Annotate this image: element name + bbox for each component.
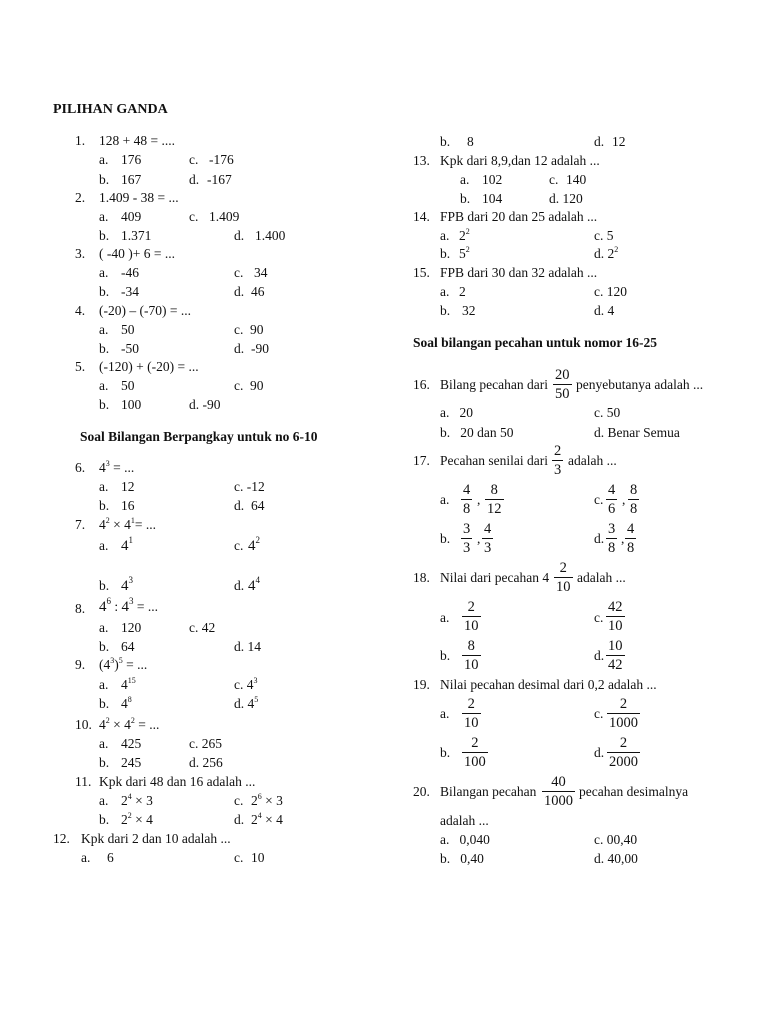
question-number: 12. (53, 831, 70, 846)
option-letter: b. (99, 397, 110, 412)
option-value: -90 (251, 341, 269, 356)
question-text: ( -40 )+ 6 = ... (99, 246, 175, 261)
option-value: -34 (121, 284, 139, 299)
question-text-post: penyebutanya adalah ... (576, 377, 704, 392)
question-text-post: adalah ... (577, 570, 626, 585)
question-text-post: adalah ... (568, 453, 617, 468)
option-letter: d. (594, 134, 605, 149)
option-d: d. 40,00 (594, 851, 638, 866)
option-letter: d. (234, 498, 245, 513)
option-letter: b. (99, 578, 110, 593)
option-letter: b. (440, 531, 451, 546)
comma: , (621, 531, 625, 546)
option-c: c. 50 (594, 405, 621, 420)
option-letter: a. (99, 793, 109, 808)
question-text-pre: Bilang pecahan dari (440, 377, 548, 392)
option-letter: b. (99, 696, 110, 711)
option-value: 104 (482, 191, 503, 206)
option-value: 64 (251, 498, 265, 513)
option-value: 34 (254, 265, 268, 280)
question-text: 128 + 48 = .... (99, 133, 175, 148)
question-number: 20. (413, 784, 430, 799)
option-letter: c. (594, 492, 604, 507)
option-value: 1.409 (209, 209, 240, 224)
option-letter: b. (99, 755, 110, 770)
option-value: d. 14 (234, 639, 261, 654)
question-number: 16. (413, 377, 430, 392)
fraction: $\frac{3}{8}$ (608, 521, 616, 556)
fraction: $\frac{40}{1000}$ (544, 774, 573, 809)
option-value: 8 (467, 134, 474, 149)
question-text: $4^2 \times 4^1=$ ... (99, 516, 156, 532)
option-letter: c. (234, 378, 244, 393)
option-value: -46 (121, 265, 139, 280)
question-number: 11. (75, 774, 92, 789)
option-letter: a. (99, 736, 109, 751)
option-letter: a. (460, 172, 470, 187)
question-text-pre: Pecahan senilai dari (440, 453, 548, 468)
question-number: 3. (75, 246, 86, 261)
question-text: $(4^3)^5$ = ... (99, 656, 148, 672)
option-value: -176 (209, 152, 234, 167)
option-value: $2^4 \times 4$ (251, 811, 283, 827)
question-text: FPB dari 20 dan 25 adalah ... (440, 209, 598, 224)
option-letter: a. (440, 610, 450, 625)
option-value: 32 (462, 303, 476, 318)
question-number: 19. (413, 677, 430, 692)
option-value: 245 (121, 755, 142, 770)
option-value: c. 42 (189, 620, 216, 635)
option-value: $2^4 \times 3$ (121, 792, 153, 808)
option-value: d. $4^5$ (234, 695, 259, 711)
option-value: d. $2^2$ (594, 245, 619, 261)
option-letter: b. (99, 498, 110, 513)
option-letter: a. (99, 265, 109, 280)
option-letter: a. (440, 706, 450, 721)
option-letter: b. (99, 341, 110, 356)
option-value: $4^1$ (121, 535, 133, 554)
option-letter: c. (549, 172, 559, 187)
option-value: 102 (482, 172, 503, 187)
option-b: b. 20 dan 50 (440, 425, 514, 440)
question-number: 15. (413, 265, 430, 280)
option-value: 46 (251, 284, 265, 299)
option-letter: a. (99, 620, 109, 635)
option-value: 100 (121, 397, 142, 412)
option-value: $2^6 \times 3$ (251, 792, 283, 808)
option-value: 1.371 (121, 228, 152, 243)
fraction: $\frac{2}{2000}$ (609, 735, 638, 770)
option-value: c. $4^3$ (234, 676, 258, 692)
option-value: 90 (250, 378, 264, 393)
question-text-post: pecahan desimalnya (579, 784, 689, 799)
question-text: 1.409 - 38 = ... (99, 190, 179, 205)
option-letter: d. (234, 284, 245, 299)
option-letter: a. (99, 479, 109, 494)
option-letter: d. (234, 228, 245, 243)
option-letter: a. (440, 492, 450, 507)
question-text-cont: adalah ... (440, 813, 489, 828)
option-letter: d. (234, 578, 245, 593)
question-number: 4. (75, 303, 86, 318)
option-letter: c. (234, 265, 244, 280)
question-text: Kpk dari 2 dan 10 adalah ... (81, 831, 231, 846)
option-value: d. 4 (594, 303, 615, 318)
question-text-pre: Nilai dari pecahan 4 (440, 570, 550, 585)
option-letter: a. (81, 850, 91, 865)
option-letter: d. (189, 172, 200, 187)
fraction: $\frac{8}{8}$ (630, 482, 638, 517)
option-d: d. Benar Semua (594, 425, 680, 440)
section-title-fractions: Soal bilangan pecahan untuk nomor 16-25 (413, 335, 657, 350)
option-letter: c. (234, 793, 244, 808)
option-value: c. -12 (234, 479, 265, 494)
option-value: 425 (121, 736, 142, 751)
option-value: 64 (121, 639, 135, 654)
option-letter: b. (460, 191, 471, 206)
option-value: 409 (121, 209, 142, 224)
option-letter: d. (594, 648, 605, 663)
fraction: $\frac{4}{3}$ (484, 521, 492, 556)
option-value: 2 (459, 284, 466, 299)
fraction: $\frac{2}{10}$ (464, 599, 479, 634)
option-letter: a. (440, 284, 450, 299)
fraction: $\frac{2}{1000}$ (609, 696, 638, 731)
option-letter: b. (99, 812, 110, 827)
question-number: 13. (413, 153, 430, 168)
fraction: $\frac{4}{6}$ (608, 482, 616, 517)
question-text-pre: Bilangan pecahan (440, 784, 537, 799)
option-letter: a. (99, 322, 109, 337)
option-letter: c. (234, 538, 244, 553)
question-text: Kpk dari 48 dan 16 adalah ... (99, 774, 256, 789)
option-value: 140 (566, 172, 587, 187)
fraction: $\frac{2}{3}$ (554, 443, 562, 478)
option-value: 12 (612, 134, 626, 149)
comma: , (477, 492, 481, 507)
option-a: a. 20 (440, 405, 473, 420)
option-letter: a. (99, 152, 109, 167)
fraction: $\frac{2}{10}$ (556, 560, 571, 595)
fraction: $\frac{4}{8}$ (463, 482, 471, 517)
option-letter: b. (440, 246, 451, 261)
question-number: 10. (75, 717, 92, 732)
question-text: $4^3$ = ... (99, 459, 135, 475)
option-value: d. 256 (189, 755, 223, 770)
option-letter: b. (440, 134, 451, 149)
option-value: d. 120 (549, 191, 583, 206)
option-letter: d. (234, 812, 245, 827)
option-letter: c. (189, 152, 199, 167)
option-letter: c. (234, 322, 244, 337)
question-number: 6. (75, 460, 86, 475)
option-c: c. 00,40 (594, 832, 638, 847)
fraction: $\frac{2}{100}$ (464, 735, 486, 770)
question-number: 2. (75, 190, 86, 205)
option-letter: a. (99, 378, 109, 393)
question-number: 17. (413, 453, 430, 468)
option-value: c. 5 (594, 228, 614, 243)
option-value: 12 (121, 479, 135, 494)
option-value: $4^2$ (248, 535, 260, 554)
fraction: $\frac{4}{8}$ (627, 521, 635, 556)
option-letter: c. (594, 610, 604, 625)
option-value: 16 (121, 498, 135, 513)
question-number: 7. (75, 517, 86, 532)
fraction: $\frac{8}{12}$ (487, 482, 502, 517)
option-letter: a. (99, 538, 109, 553)
option-value: $4^{15}$ (121, 676, 136, 692)
option-value: $4^8$ (121, 695, 132, 711)
option-value: c. 120 (594, 284, 627, 299)
option-letter: b. (99, 639, 110, 654)
option-letter: c. (594, 706, 604, 721)
question-text: FPB dari 30 dan 32 adalah ... (440, 265, 598, 280)
option-value: 50 (121, 378, 135, 393)
option-value: 176 (121, 152, 142, 167)
question-number: 8. (75, 601, 86, 616)
section-title-powers: Soal Bilangan Berpangkay untuk no 6-10 (80, 429, 318, 444)
option-value: 6 (107, 850, 114, 865)
option-letter: c. (234, 850, 244, 865)
option-value: -167 (207, 172, 232, 187)
fraction: $\frac{20}{50}$ (555, 367, 570, 402)
question-number: 5. (75, 359, 86, 374)
fraction: $\frac{42}{10}$ (608, 599, 623, 634)
comma: , (477, 531, 481, 546)
fraction: $\frac{10}{42}$ (608, 638, 623, 673)
option-b: b. 0,40 (440, 851, 484, 866)
option-letter: b. (440, 648, 451, 663)
fraction: $\frac{3}{3}$ (463, 521, 471, 556)
option-letter: d. (594, 745, 605, 760)
option-value: 90 (250, 322, 264, 337)
option-value: $4^4$ (248, 575, 260, 594)
option-value: 1.400 (255, 228, 286, 243)
option-letter: d. (594, 531, 605, 546)
question-text: Nilai pecahan desimal dari 0,2 adalah ... (440, 677, 657, 692)
option-value: 167 (121, 172, 142, 187)
option-value: -50 (121, 341, 139, 356)
option-value: 120 (121, 620, 142, 635)
question-number: 9. (75, 657, 86, 672)
option-value: $4^3$ (121, 575, 133, 594)
option-letter: b. (99, 284, 110, 299)
option-letter: c. (189, 209, 199, 224)
question-text: (-120) + (-20) = ... (99, 359, 199, 374)
question-text: Kpk dari 8,9,dan 12 adalah ... (440, 153, 600, 168)
page-heading: PILIHAN GANDA (53, 102, 168, 117)
option-letter: b. (99, 228, 110, 243)
option-value: d. -90 (189, 397, 221, 412)
question-text: $4^6$ : $4^3$ = ... (99, 596, 159, 615)
comma: , (622, 492, 626, 507)
option-letter: b. (440, 303, 451, 318)
question-number: 1. (75, 133, 86, 148)
option-value: $5^2$ (459, 245, 470, 261)
option-value: $2^2$ (459, 227, 470, 243)
option-letter: a. (99, 209, 109, 224)
option-letter: b. (440, 745, 451, 760)
option-value: $2^2 \times 4$ (121, 811, 153, 827)
option-letter: d. (234, 341, 245, 356)
option-a: a. 0,040 (440, 832, 490, 847)
option-value: 10 (251, 850, 265, 865)
fraction: $\frac{8}{10}$ (464, 638, 479, 673)
option-letter: a. (440, 228, 450, 243)
fraction: $\frac{2}{10}$ (464, 696, 479, 731)
option-letter: b. (99, 172, 110, 187)
question-number: 14. (413, 209, 430, 224)
option-value: 50 (121, 322, 135, 337)
option-letter: a. (99, 677, 109, 692)
question-number: 18. (413, 570, 430, 585)
question-text: (-20) – (-70) = ... (99, 303, 191, 318)
option-value: c. 265 (189, 736, 222, 751)
question-text: $4^2 \times 4^2$ = ... (99, 716, 160, 732)
